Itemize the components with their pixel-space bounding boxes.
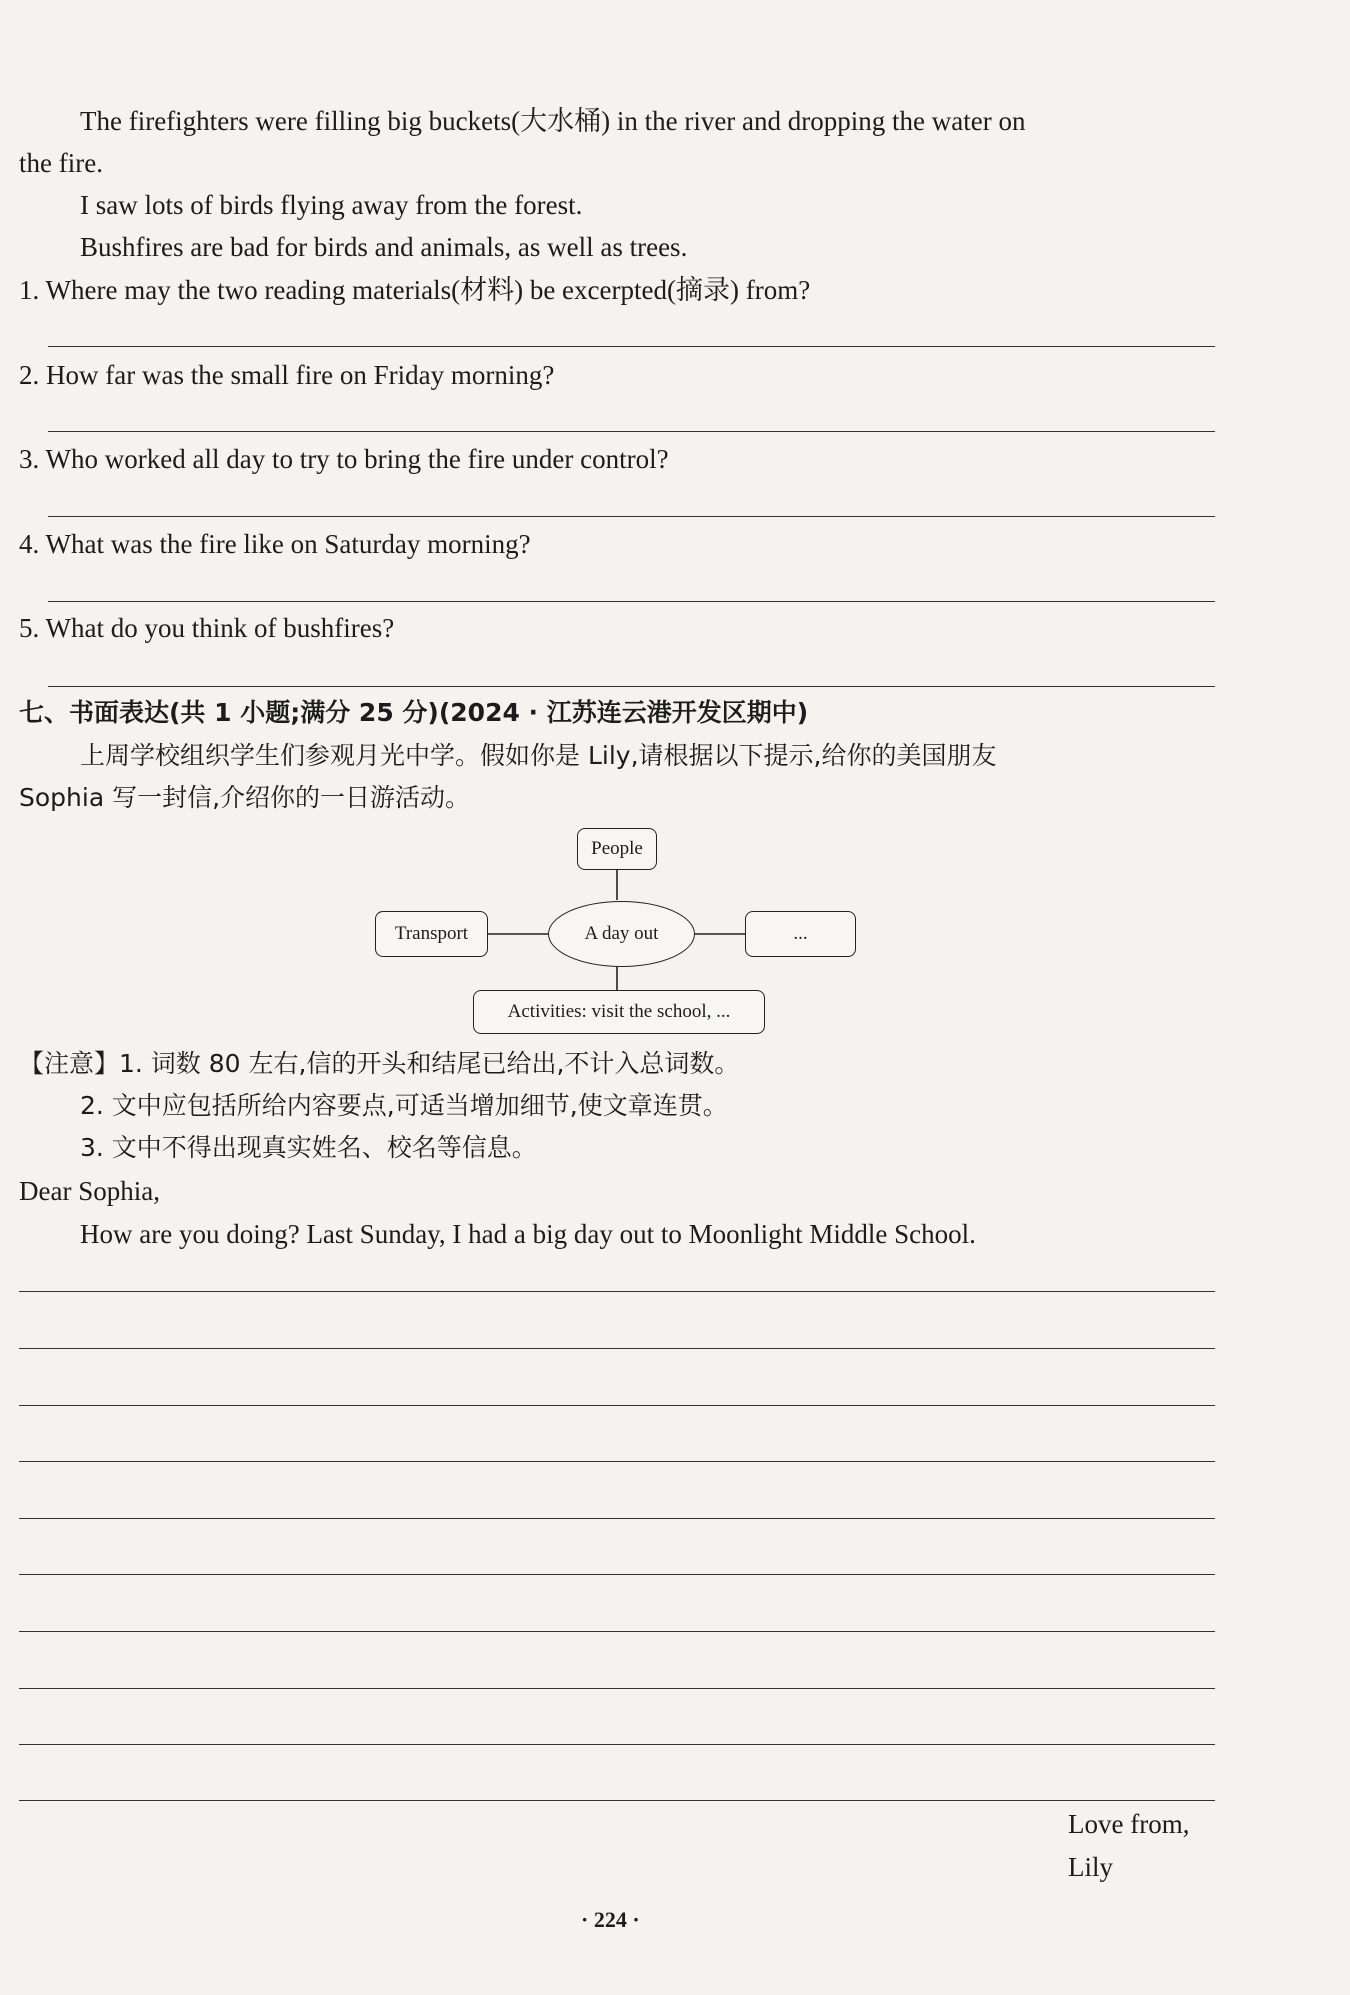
writing-line-3[interactable]: [19, 1405, 1215, 1406]
node-activities: Activities: visit the school, ...: [473, 990, 765, 1034]
note-1: 【注意】1. 词数 80 左右,信的开头和结尾已给出,不计入总词数。: [19, 1049, 740, 1078]
reading-paragraph-2: I saw lots of birds flying away from the forest.: [80, 190, 583, 220]
question-3: 3. Who worked all day to try to bring the fire under control?: [19, 444, 669, 474]
note-2: 2. 文中应包括所给内容要点,可适当增加细节,使文章连贯。: [80, 1091, 728, 1120]
writing-line-5[interactable]: [19, 1518, 1215, 1519]
writing-line-1[interactable]: [19, 1291, 1215, 1292]
writing-prompt-line-1: 上周学校组织学生们参观月光中学。假如你是 Lily,请根据以下提示,给你的美国朋友: [80, 741, 997, 770]
reading-paragraph-1-line-2: the fire.: [19, 148, 103, 178]
answer-line-5[interactable]: [48, 686, 1215, 687]
node-transport: Transport: [375, 911, 488, 957]
letter-closing: Love from,: [1068, 1809, 1190, 1839]
writing-line-4[interactable]: [19, 1461, 1215, 1462]
note-3: 3. 文中不得出现真实姓名、校名等信息。: [80, 1133, 537, 1162]
page-number: · 224 ·: [581, 1907, 640, 1932]
letter-greeting: Dear Sophia,: [19, 1176, 160, 1206]
writing-line-9[interactable]: [19, 1744, 1215, 1745]
node-people: People: [577, 828, 657, 870]
answer-line-3[interactable]: [48, 516, 1215, 517]
question-1: 1. Where may the two reading materials(材料) be excerpted(摘录) from?: [19, 275, 811, 305]
answer-line-4[interactable]: [48, 601, 1215, 602]
writing-line-10[interactable]: [19, 1800, 1215, 1801]
writing-line-7[interactable]: [19, 1631, 1215, 1632]
reading-paragraph-3: Bushfires are bad for birds and animals, as well as trees.: [80, 232, 688, 262]
writing-line-6[interactable]: [19, 1574, 1215, 1575]
writing-prompt-line-2: Sophia 写一封信,介绍你的一日游活动。: [19, 783, 471, 812]
letter-opening: How are you doing? Last Sunday, I had a big day out to Moonlight Middle School.: [80, 1219, 976, 1249]
writing-line-8[interactable]: [19, 1688, 1215, 1689]
node-more: ...: [745, 911, 856, 957]
reading-paragraph-1-line-1: The firefighters were filling big buckets(大水桶) in the river and dropping the water on: [80, 106, 1026, 136]
writing-line-2[interactable]: [19, 1348, 1215, 1349]
answer-line-1[interactable]: [48, 346, 1215, 347]
letter-signature: Lily: [1068, 1852, 1113, 1882]
question-2: 2. How far was the small fire on Friday morning?: [19, 360, 555, 390]
answer-line-2[interactable]: [48, 431, 1215, 432]
question-4: 4. What was the fire like on Saturday morning?: [19, 529, 531, 559]
question-5: 5. What do you think of bushfires?: [19, 613, 395, 643]
mind-map-diagram: [370, 820, 870, 1040]
node-a-day-out: A day out: [548, 901, 695, 967]
writing-section-heading: 七、书面表达(共 1 小题;满分 25 分)(2024 · 江苏连云港开发区期中): [19, 698, 809, 727]
